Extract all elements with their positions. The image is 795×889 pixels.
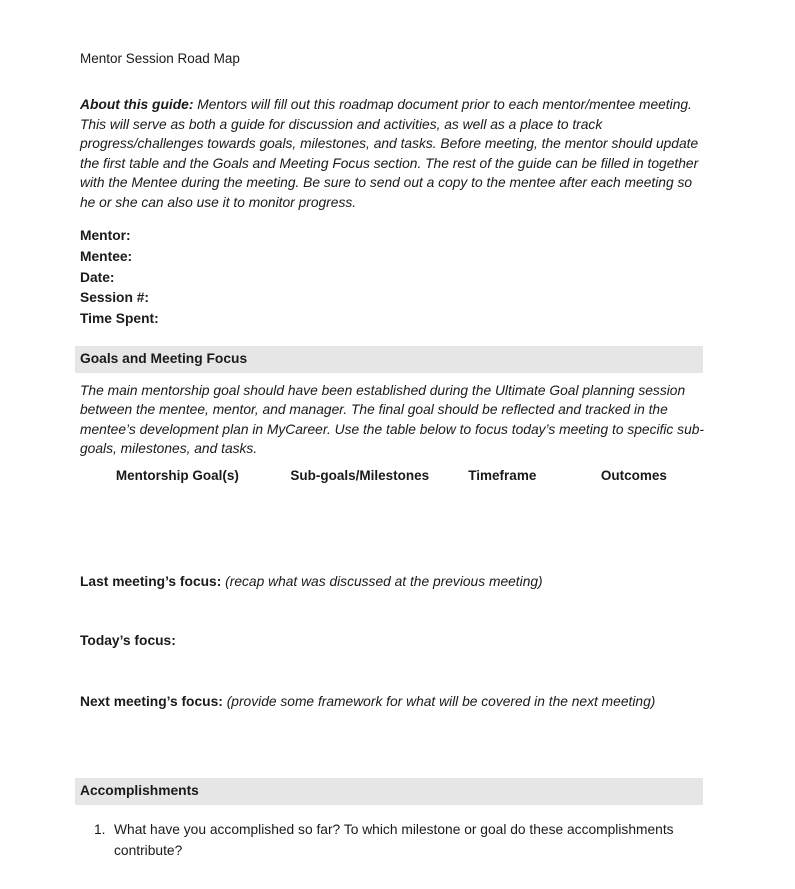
session-number-field-label: Session #:: [80, 290, 150, 306]
about-paragraph: [80, 95, 705, 212]
next-meeting-focus-hint: (provide some framework for what will be covered in the next meeting): [222, 693, 656, 709]
next-meeting-focus-label: Next meeting’s focus:: [80, 693, 223, 709]
accomplishments-list: [80, 819, 703, 861]
session-info-fields: [80, 226, 703, 330]
date-field-label: Date:: [80, 269, 115, 285]
list-item-text: What have you accomplished so far? To which milestone or goal do these accomplishments contribute?: [114, 821, 674, 858]
next-meeting-focus-line: [80, 694, 703, 709]
document-title: Mentor Session Road Map: [80, 51, 240, 66]
list-item: [80, 819, 703, 861]
column-header-mentorship-goals: Mentorship Goal(s): [115, 467, 239, 483]
column-header-subgoals-milestones: Sub-goals/Milestones: [290, 467, 430, 483]
about-text: Mentors will fill out this roadmap document prior to each mentor/mentee meeting. This will serve as both a guide for discussion and activities, as well as a place to track progress/challenges towards goals, milestones, and tasks. Before meeting, the mentor should update the first table and the Goals and Meeting Focus section. The rest of the guide can be filled in together with the Mentee during the meeting. Be sure to send out a copy to the mentee after each meeting so he or she can also use it to monitor progress.: [80, 97, 699, 210]
accomplishments-heading: Accomplishments: [75, 778, 703, 805]
time-spent-field-label: Time Spent:: [80, 311, 159, 327]
last-meeting-focus-hint: (recap what was discussed at the previous meeting): [221, 573, 543, 589]
mentee-field-label: Mentee:: [80, 248, 133, 264]
today-focus-label: Today’s focus:: [80, 632, 176, 648]
column-header-outcomes: Outcomes: [600, 467, 667, 483]
meeting-focus-block: [80, 574, 703, 709]
list-item-number: 1.: [94, 821, 106, 837]
goals-and-meeting-focus-heading: Goals and Meeting Focus: [75, 346, 703, 373]
last-meeting-focus-line: [80, 574, 703, 589]
mentor-field-label: Mentor:: [80, 228, 131, 243]
about-label: About this guide:: [80, 97, 194, 112]
goals-table-header-row: [75, 468, 703, 483]
goals-intro-paragraph: The main mentorship goal should have been established during the Ultimate Goal planning session between the mentee, mentor, and manager. The final goal should be reflected and tracked in the mentee’s development plan in MyCareer. Use the table below to focus today’s meeting to specific sub-goals, milestones, and tasks.: [80, 382, 705, 457]
column-header-timeframe: Timeframe: [468, 467, 537, 483]
today-focus-line: [80, 633, 703, 648]
last-meeting-focus-label: Last meeting’s focus:: [80, 573, 222, 589]
